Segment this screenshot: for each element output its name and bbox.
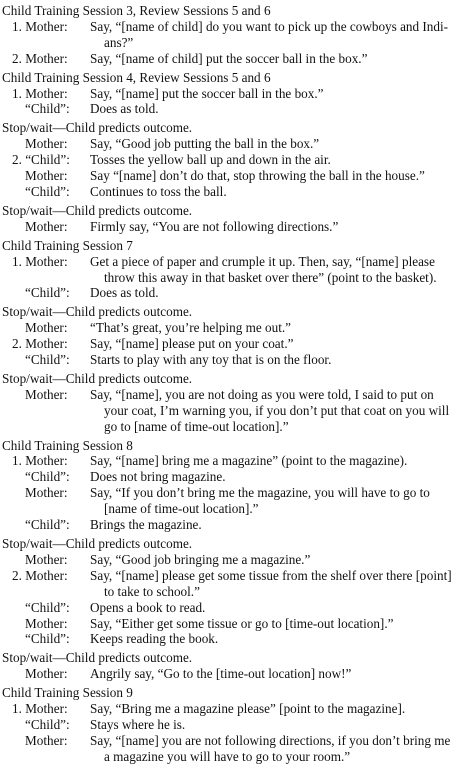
speaker-label: 2. Mother: [12,336,68,352]
dialogue-text-line: Say, “[name of child] put the soccer ball in the box.” [90,50,368,66]
dialogue-line [2,336,470,352]
dialogue-text [90,101,470,117]
dialogue-text-line: Say, “[name] please put on your coat.” [90,336,294,352]
stop-wait-prompt: Stop/wait—Child predicts outcome. [2,370,193,386]
dialogue-text-line: your coat, I’m warning you, if you don’t put that coat on you will [104,402,450,418]
dialogue-text [90,552,470,568]
stop-wait-prompt: Stop/wait—Child predicts outcome. [2,650,193,666]
dialogue-line [2,254,470,286]
dialogue-text [90,733,470,765]
speaker-label: Mother: [25,485,68,501]
dialogue-text [90,254,470,286]
dialogue-line [2,469,470,485]
dialogue-line [2,152,470,168]
dialogue-text [90,485,470,517]
dialogue-text [90,19,470,51]
dialogue-line [2,101,470,117]
dialogue-line [2,51,470,67]
dialogue-text-line: “That’s great, you’re helping me out.” [90,320,292,336]
dialogue-text [90,86,470,102]
dialogue-text [90,600,470,616]
dialogue-text [90,387,470,435]
dialogue-text-line: Say, “Good job putting the ball in the box.” [90,136,320,152]
dialogue-line [2,19,470,51]
speaker-label: “Child”: [25,716,70,732]
speaker-label: Mother: [25,386,68,402]
dialogue-line [2,733,470,765]
dialogue-text-line: Say, “[name] you are not following directions, if you don’t bring me [90,732,451,748]
dialogue-text [90,666,470,682]
dialogue-text-line: Tosses the yellow ball up and down in the air. [90,152,331,168]
speaker-label: 1. Mother: [12,85,68,101]
speaker-label: Mother: [25,666,68,682]
dialogue-line [2,717,470,733]
speaker-label: 2. “Child”: [12,152,70,168]
speaker-label: 1. Mother: [12,701,68,717]
dialogue-text-line: Say “[name] don’t do that, stop throwing the ball in the house.” [90,168,425,184]
stop-wait-prompt: Stop/wait—Child predicts outcome. [2,304,193,320]
session-heading: Child Training Session 7 [2,237,133,253]
dialogue-text [90,51,470,67]
dialogue-text-line: Does as told. [90,101,159,117]
speaker-label: Mother: [25,320,68,336]
dialogue-line [2,184,470,200]
speaker-label: Mother: [25,218,68,234]
dialogue-line [2,631,470,647]
session-heading: Child Training Session 3, Review Sessions 5 and 6 [2,3,271,18]
dialogue-line [2,136,470,152]
dialogue-text [90,701,470,717]
dialogue-text-line: throw this away in that basket over there” (point to the basket). [104,269,437,285]
dialogue-text-line: go to [name of time-out location].” [104,418,289,434]
speaker-label: “Child”: [25,352,70,368]
dialogue-text [90,616,470,632]
dialogue-line [2,86,470,102]
dialogue-line [2,616,470,632]
dialogue-line [2,168,470,184]
dialogue-text [90,352,470,368]
speaker-label: 2. Mother: [12,50,68,66]
dialogue-text-line: Say, “[name] put the soccer ball in the box.” [90,85,324,101]
speaker-label: 1. Mother: [12,253,68,269]
dialogue-line [2,666,470,682]
speaker-label: 1. Mother: [12,453,68,469]
speaker-label: “Child”: [25,469,70,485]
dialogue-text-line: Continues to toss the ball. [90,183,227,199]
dialogue-line [2,600,470,616]
dialogue-line [2,352,470,368]
dialogue-line [2,387,470,435]
dialogue-line [2,552,470,568]
dialogue-text-line: Say, “Either get some tissue or go to [time-out location].” [90,615,394,631]
document-body [0,3,474,765]
dialogue-line [2,285,470,301]
dialogue-text-line: a magazine you will have to go to your room.” [104,748,351,764]
dialogue-text [90,152,470,168]
dialogue-text-line: Keeps reading the book. [90,631,219,647]
dialogue-text-line: Say, “Bring me a magazine please” [point to the magazine]. [90,701,406,717]
speaker-label: “Child”: [25,285,70,301]
speaker-label: 2. Mother: [12,567,68,583]
session-heading: Child Training Session 8 [2,437,133,453]
speaker-label: “Child”: [25,101,70,117]
speaker-label: “Child”: [25,517,70,533]
speaker-label: Mother: [25,551,68,567]
dialogue-line [2,701,470,717]
dialogue-text [90,631,470,647]
dialogue-text-line: [name of time-out location].” [104,501,259,517]
dialogue-text [90,717,470,733]
dialogue-text-line: Starts to play with any toy that is on the floor. [90,352,332,368]
speaker-label: Mother: [25,136,68,152]
session-heading: Child Training Session 9 [2,685,133,701]
session-heading: Child Training Session 4, Review Sessions 5 and 6 [2,69,271,85]
stop-wait-prompt: Stop/wait—Child predicts outcome. [2,202,193,218]
dialogue-text-line: Say, “[name], you are not doing as you were told, I said to put on [90,386,434,402]
speaker-label: 1. Mother: [12,18,68,34]
dialogue-text-line: Say, “Good job bringing me a magazine.” [90,551,311,567]
dialogue-text-line: Say, “If you don’t bring me the magazine, you will have to go to [90,485,430,501]
dialogue-text [90,336,470,352]
dialogue-text-line: Brings the magazine. [90,517,202,533]
dialogue-text [90,568,470,600]
dialogue-text [90,517,470,533]
stop-wait-prompt: Stop/wait—Child predicts outcome. [2,536,193,551]
speaker-label: Mother: [25,615,68,631]
speaker-label: “Child”: [25,183,70,199]
dialogue-text-line: Angrily say, “Go to the [time-out location] now!” [90,666,352,682]
dialogue-text [90,320,470,336]
dialogue-text [90,168,470,184]
dialogue-text [90,469,470,485]
dialogue-text-line: Firmly say, “You are not following directions.” [90,218,339,234]
dialogue-text [90,453,470,469]
dialogue-text-line: to take to school.” [104,583,200,599]
dialogue-text-line: Say, “[name of child] do you want to pick up the cowboys and Indi- [90,18,449,34]
dialogue-line [2,568,470,600]
speaker-label: Mother: [25,168,68,184]
dialogue-line [2,219,470,235]
stop-wait-prompt: Stop/wait—Child predicts outcome. [2,120,193,136]
dialogue-text-line: Stays where he is. [90,716,186,732]
dialogue-text-line: Does as told. [90,285,159,301]
dialogue-text-line: Get a piece of paper and crumple it up. Then, say, “[name] please [90,253,435,269]
dialogue-text [90,285,470,301]
dialogue-line [2,453,470,469]
dialogue-text-line: Say, “[name] please get some tissue from the shelf over there [point] [90,567,452,583]
dialogue-line [2,517,470,533]
speaker-label: “Child”: [25,631,70,647]
dialogue-text-line: ans?” [104,34,134,50]
dialogue-line [2,320,470,336]
dialogue-text-line: Does not bring magazine. [90,469,226,485]
speaker-label: Mother: [25,732,68,748]
dialogue-text [90,184,470,200]
dialogue-line [2,485,470,517]
dialogue-text [90,219,470,235]
speaker-label: “Child”: [25,599,70,615]
dialogue-text [90,136,470,152]
dialogue-text-line: Say, “[name] bring me a magazine” (point to the magazine). [90,453,408,469]
dialogue-text-line: Opens a book to read. [90,599,206,615]
